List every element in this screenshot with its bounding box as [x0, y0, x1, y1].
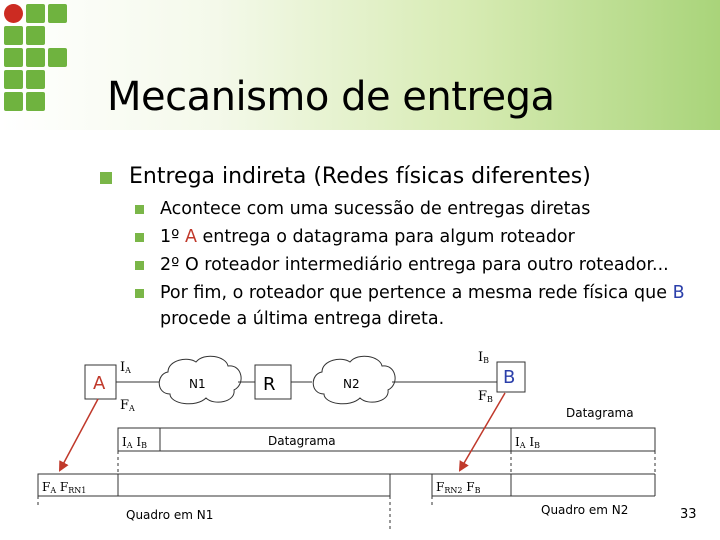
fb-label: FB [478, 389, 493, 404]
slide-title: Mecanismo de entrega [107, 74, 555, 120]
net2-label: N2 [343, 377, 360, 391]
host-b-label: B [503, 367, 516, 388]
arrow-a-to-frame [60, 399, 98, 470]
datagram-label-top: Datagrama [566, 406, 634, 420]
frame-n1-header-label: FA FRN1 [42, 480, 87, 495]
ia-label: IA [120, 360, 131, 375]
quadro-n2-label: Quadro em N2 [541, 503, 629, 517]
datagram-header-left: IA IB [122, 435, 147, 450]
highlight-a: A [184, 227, 197, 247]
ib-label: IB [478, 350, 490, 365]
quadro-n1-label: Quadro em N1 [126, 508, 214, 522]
main-bullet: Entrega indireta (Redes físicas diferentes) [129, 164, 591, 189]
datagram-row [118, 428, 655, 451]
net1-label: N1 [189, 377, 206, 391]
host-a-label: A [93, 373, 106, 394]
datagram-label-mid: Datagrama [268, 434, 336, 448]
fa-label: FA [120, 398, 135, 413]
router-label: R [263, 374, 276, 395]
page-number: 33 [680, 507, 697, 522]
frame-n2-header-label: FRN2 FB [436, 480, 481, 495]
datagram-header-right: IA IB [515, 435, 540, 450]
highlight-b: B [672, 283, 685, 303]
